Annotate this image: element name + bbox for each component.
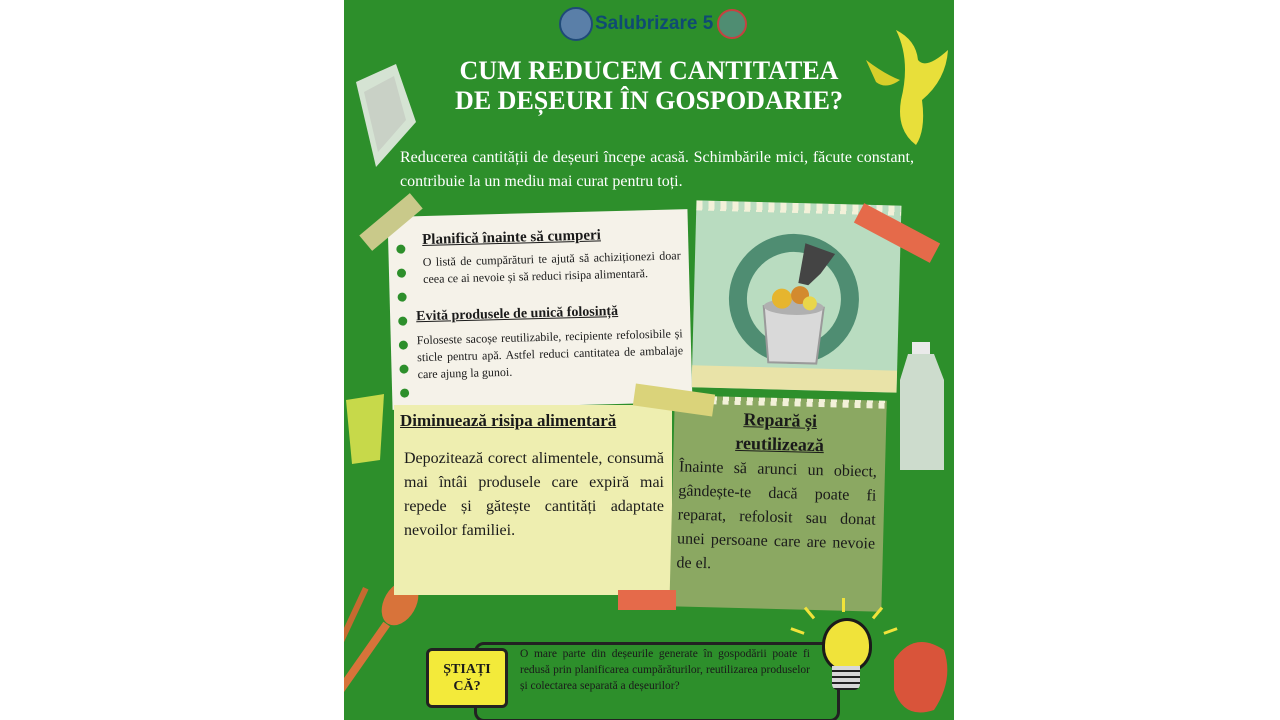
plan-heading: Planifică înainte să cumperi (421, 227, 602, 249)
logo (559, 6, 747, 42)
globe-logo-icon (559, 7, 593, 41)
did-you-know-text: O mare parte din deșeurile generate în gospodării poate fi redusă prin planificarea cumpărăturilor, reutilizarea produselor și colectarea separată a deșeurilor? (520, 648, 810, 692)
binder-hole (400, 388, 409, 397)
repair-heading-line-2: reutilizează (735, 432, 825, 456)
did-you-know-label-line-1: ȘTIAȚI (443, 662, 491, 677)
title-line-1: CUM REDUCEM CANTITATEA (459, 56, 839, 85)
single-use-heading: Evită produsele de unică folosință (415, 303, 619, 325)
wooden-cutlery-icon (344, 575, 424, 715)
sand-strip (692, 365, 898, 392)
recycle-logo-icon (717, 9, 747, 39)
single-use-text: Foloseste sacoșe reutilizabile, recipiente refolosibile și sticle pentru apă. Astfel reduci cantitatea de ambalaje care ajung la gunoi. (416, 326, 684, 382)
poster (344, 0, 954, 720)
plastic-bottle-icon (896, 340, 952, 480)
food-waste-heading: Diminuează risipa alimentară (400, 411, 617, 430)
binder-hole (399, 340, 408, 349)
binder-hole (397, 268, 406, 277)
repair-text: Înainte să arunci un obiect, gândește-te dacă poate fi reparat, refolosit sau donat unei persoane care are nevoie de el. (676, 458, 878, 573)
did-you-know-label (426, 648, 508, 708)
food-scraps-icon (884, 630, 954, 720)
food-waste-text: Depozitează corect alimentele, consumă mai întâi produsele care expiră mai repede și gătește cantități adaptate nevoilor familiei. (404, 450, 664, 539)
repair-heading-line-1: Repară și (743, 409, 818, 431)
green-cup-icon (344, 390, 392, 470)
page-title (404, 56, 894, 116)
title-line-2: DE DEȘEURI ÎN GOSPODARIE? (455, 86, 843, 115)
did-you-know-label-line-2: CĂ? (453, 679, 481, 694)
bulb-ray (790, 627, 804, 635)
intro-text: Reducerea cantității de deșeuri începe acasă. Schimbările mici, făcute constant, contribuie la un mediu mai curat pentru toți. (400, 149, 914, 190)
bulb-ray (842, 598, 845, 612)
binder-hole (396, 245, 405, 254)
light-bulb-base (832, 666, 860, 690)
binder-hole (398, 316, 407, 325)
plan-text: O listă de cumpărături te ajută să achiziționezi doar ceea ce ai nevoie și să reduci risipa alimentară. (422, 248, 681, 287)
binder-hole (398, 292, 407, 301)
light-bulb-icon (822, 618, 872, 672)
food-waste-panel (394, 405, 672, 595)
logo-text: Salubrizare 5 (595, 13, 714, 34)
binder-hole (399, 364, 408, 373)
tape-strip (618, 590, 676, 610)
recycling-bucket-icon (722, 231, 876, 375)
repair-panel (669, 401, 886, 611)
notebook-panel (388, 209, 693, 410)
